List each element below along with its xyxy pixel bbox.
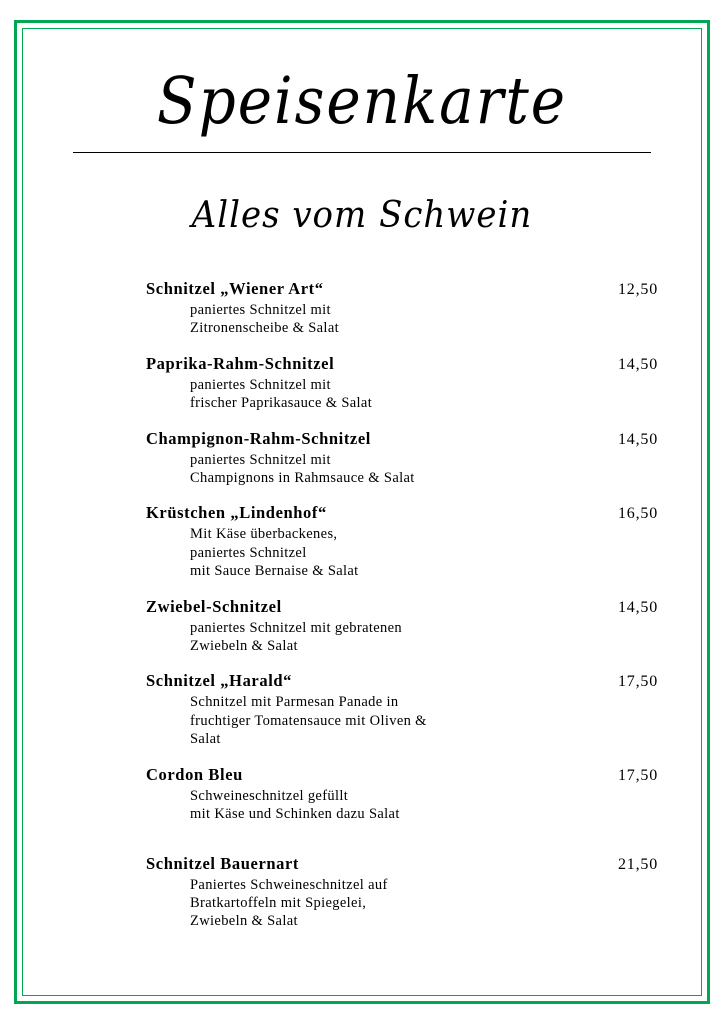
menu-item (146, 354, 658, 413)
menu-item-price: 17,50 (618, 673, 658, 691)
menu-item-description-line: mit Käse und Schinken dazu Salat (190, 806, 400, 823)
menu-item-description (190, 525, 658, 580)
menu-item-name: Champignon-Rahm-Schnitzel (146, 428, 371, 448)
menu-item (146, 765, 658, 824)
menu-item-description-line: paniertes Schnitzel mit gebratenen (190, 619, 403, 636)
menu-item-description-line: Paniertes Schweineschnitzel auf (190, 876, 388, 893)
menu-item-price: 14,50 (618, 355, 658, 373)
menu-item (146, 429, 658, 488)
menu-item-name: Paprika-Rahm-Schnitzel (146, 353, 335, 373)
menu-item-name: Schnitzel „Harald“ (146, 671, 293, 691)
menu-item-header (146, 354, 658, 374)
menu-item-price: 14,50 (618, 598, 658, 616)
menu-item-description-line: Mit Käse überbackenes, (190, 526, 338, 543)
menu-item-header (146, 279, 658, 299)
menu-item (146, 854, 658, 931)
menu-item-price: 14,50 (618, 430, 658, 448)
page-title: Speisenkarte (156, 62, 568, 139)
menu-item-header (146, 854, 658, 874)
menu-item-description-line: paniertes Schnitzel mit (190, 376, 331, 393)
menu-item (146, 597, 658, 656)
menu-item-price: 21,50 (618, 855, 658, 873)
menu-item-header (146, 671, 658, 691)
menu-item-description-line: fruchtiger Tomatensauce mit Oliven & (190, 712, 427, 729)
menu-item-name: Krüstchen „Lindenhof“ (146, 503, 327, 523)
menu-item-description-line: paniertes Schnitzel mit (190, 451, 331, 468)
menu-item-list (40, 279, 684, 931)
menu-item-description-line: frischer Paprikasauce & Salat (190, 395, 373, 412)
menu-item-price: 12,50 (618, 281, 658, 298)
title-divider (73, 152, 651, 153)
menu-item-description (190, 619, 658, 656)
menu-item-description-line: Champignons in Rahmsauce & Salat (190, 470, 415, 487)
menu-item-description (190, 876, 658, 931)
menu-item (146, 671, 658, 748)
menu-item-description-line: mit Sauce Bernaise & Salat (190, 563, 359, 580)
menu-item-description (190, 301, 658, 338)
menu-item-description (190, 693, 658, 748)
menu-item-header (146, 597, 658, 617)
menu-item-description-line: paniertes Schnitzel (190, 544, 307, 561)
menu-item (146, 503, 658, 580)
menu-item-price: 17,50 (618, 766, 658, 784)
menu-item-description-line: Zitronenscheibe & Salat (190, 320, 339, 337)
menu-content (40, 40, 684, 984)
menu-item-name: Schnitzel „Wiener Art“ (146, 279, 324, 298)
menu-item-name: Cordon Bleu (146, 764, 243, 784)
section-title: Alles vom Schwein (191, 193, 533, 237)
menu-item-header (146, 503, 658, 523)
menu-item-description-line: Bratkartoffeln mit Spiegelei, (190, 894, 367, 911)
menu-item-header (146, 765, 658, 785)
menu-item-description (190, 787, 658, 824)
menu-item-description (190, 451, 658, 488)
menu-item-description-line: Zwiebeln & Salat (190, 913, 298, 930)
menu-item-description-line: Schweineschnitzel gefüllt (190, 787, 349, 804)
menu-item-description-line: Schnitzel mit Parmesan Panade in (190, 694, 399, 711)
menu-item-description-line: Zwiebeln & Salat (190, 638, 298, 655)
menu-item-name: Zwiebel-Schnitzel (146, 596, 282, 616)
menu-item-name: Schnitzel Bauernart (146, 853, 300, 873)
menu-item-header (146, 429, 658, 449)
menu-item (146, 279, 658, 338)
menu-item-description (190, 376, 658, 413)
menu-item-description-line: Salat (190, 731, 221, 748)
menu-item-description-line: paniertes Schnitzel mit (190, 302, 331, 318)
menu-item-price: 16,50 (618, 505, 658, 523)
